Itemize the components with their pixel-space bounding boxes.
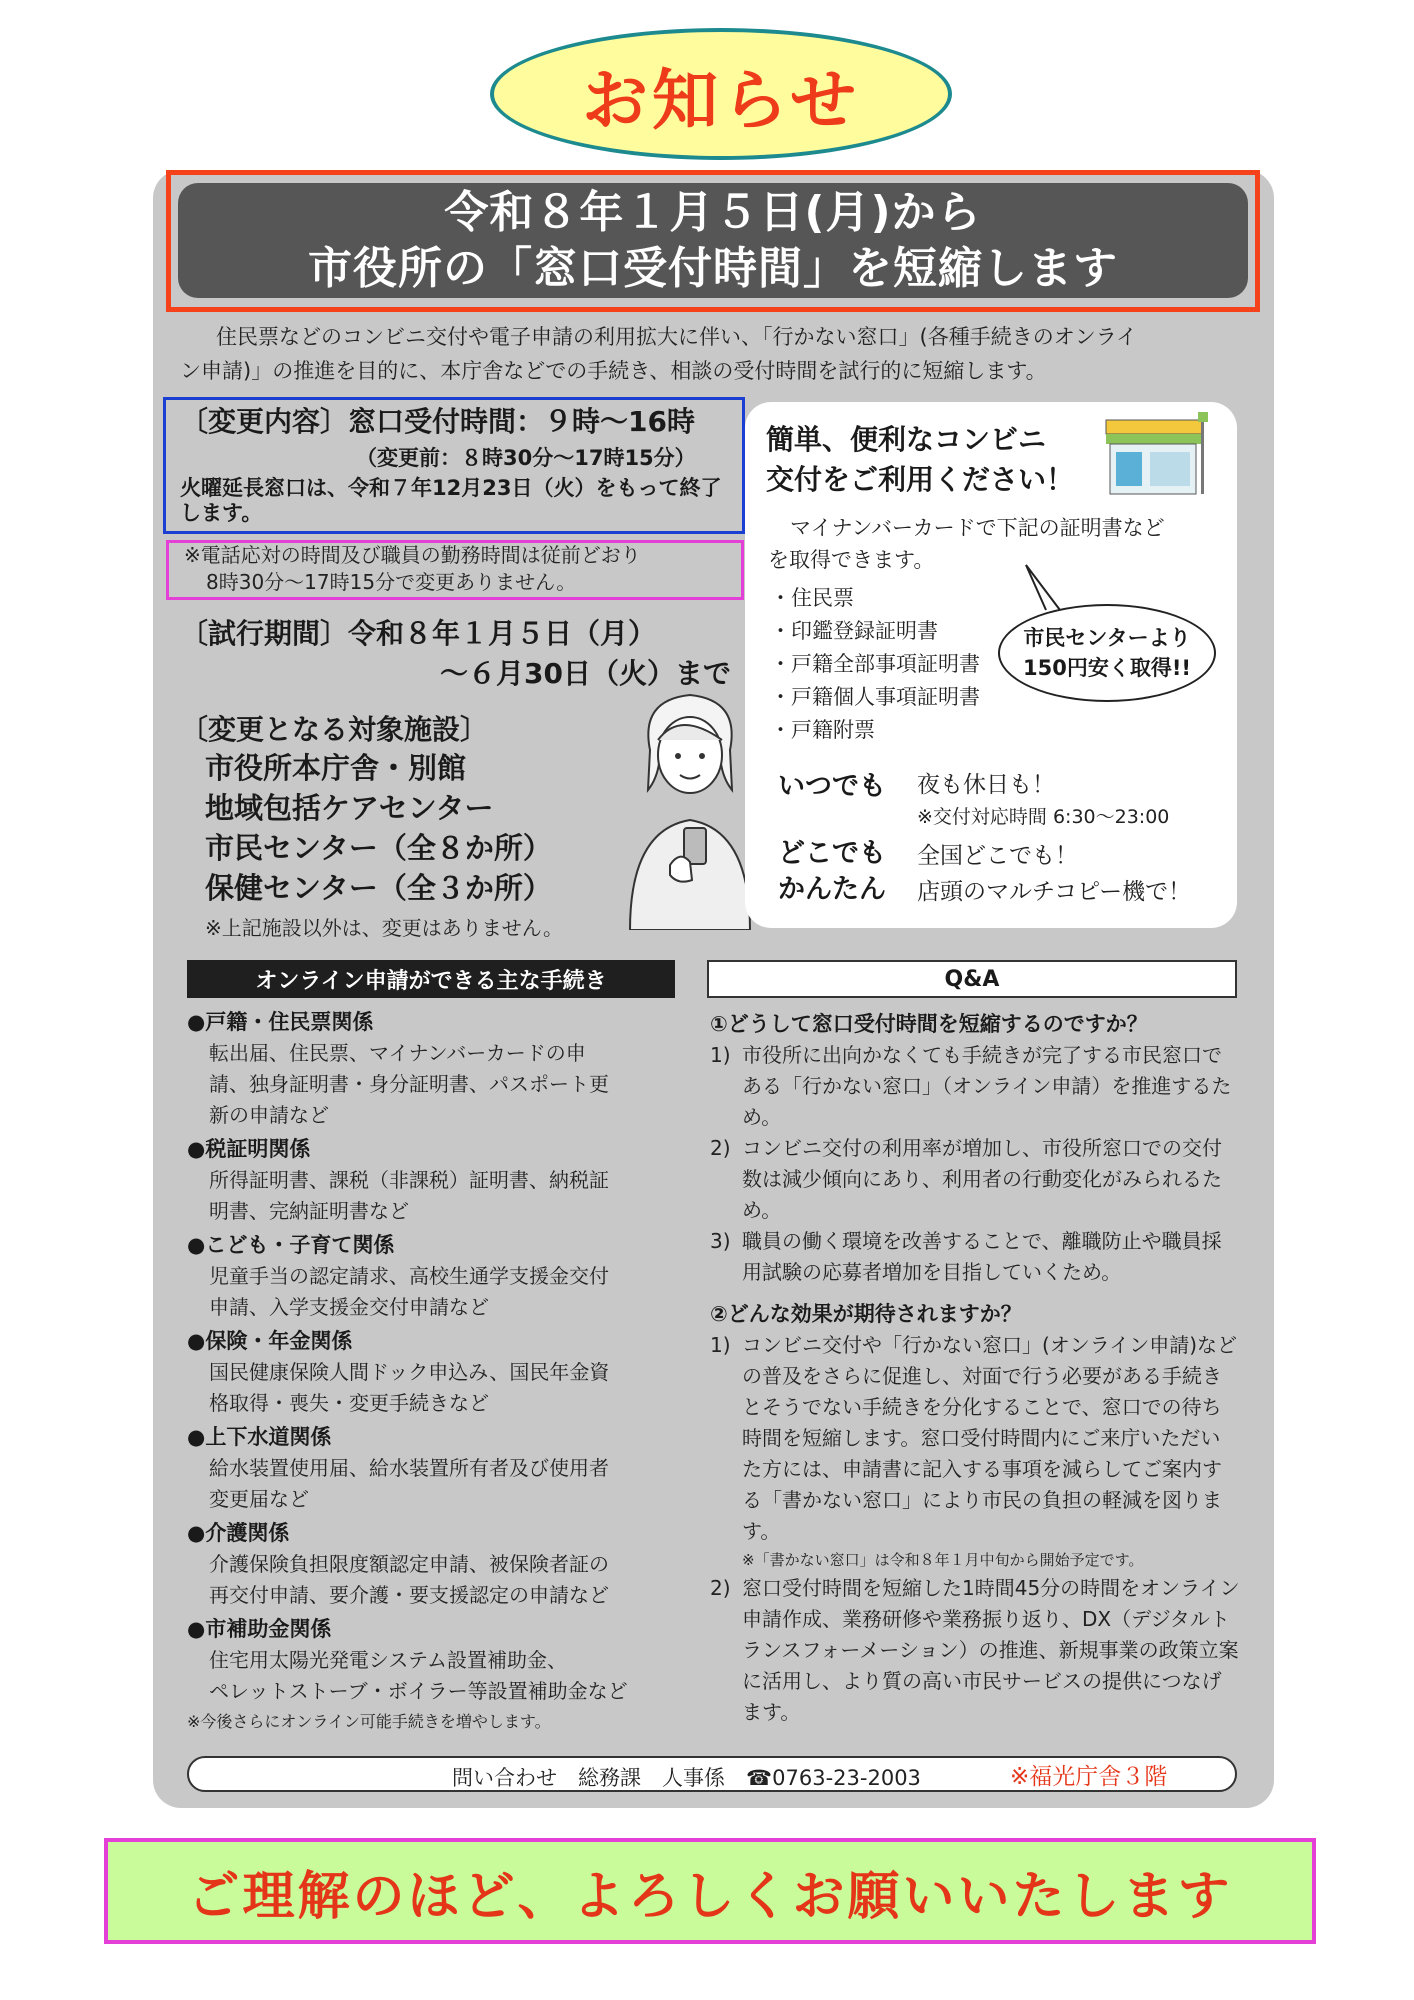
facilities-title: 〔変更となる対象施設〕 <box>180 713 489 746</box>
dokodemo-text-line1: 全国どこでも！ <box>917 843 1078 869</box>
discount-speech-bubble <box>998 604 1216 702</box>
convenience-title <box>766 420 1074 500</box>
online-category-title: ●こども・子育て関係 <box>187 1233 395 1257</box>
online-procedures-heading: オンライン申請ができる主な手続き <box>187 960 675 998</box>
document-item: ・戸籍個人事項証明書 <box>770 685 980 709</box>
title-line2: 市役所の「窓口受付時間」を短縮します <box>308 242 1118 294</box>
facility-item: 地域包括ケアセンター <box>205 791 494 825</box>
document-item: ・戸籍附票 <box>770 718 875 742</box>
itsudemo-label: いつでも <box>778 771 886 802</box>
convenience-title-line2: 交付をご利用ください！ <box>766 463 1075 496</box>
question-2: ②どんな効果が期待されますか？ <box>710 1302 1022 1326</box>
convenience-description <box>768 512 1228 576</box>
online-category-line: 介護保険負担限度額認定申請、被保険者証の <box>209 1552 609 1576</box>
change-title: 〔変更内容〕窓口受付時間：９時〜16時 <box>180 405 695 438</box>
person-with-phone-illustration <box>620 680 760 930</box>
online-category-line: 新の申請など <box>209 1103 329 1127</box>
kantan-text-line2: 店頭のマルチコピー機で！ <box>917 879 1192 905</box>
online-category <box>187 1133 687 1227</box>
facility-item: 保健センター（全３か所） <box>205 871 552 905</box>
online-note: ※今後さらにオンライン可能手続きを増やします。 <box>187 1712 551 1731</box>
phone-note-line2: 8時30分〜17時15分で変更ありません。 <box>206 570 577 594</box>
phone-note-line1: ※電話応対の時間及び職員の勤務時間は従前どおり <box>184 543 641 567</box>
qa-heading: Q&A <box>707 960 1237 998</box>
notice-oval <box>490 28 952 160</box>
online-category <box>187 1229 687 1323</box>
online-category-line: 申請、入学支援金交付申請など <box>209 1295 489 1319</box>
document-item: ・戸籍全部事項証明書 <box>770 652 980 676</box>
convenience-desc-line1: マイナンバーカードで下記の証明書など <box>790 516 1165 540</box>
online-category-line: 明書、完納証明書など <box>209 1199 409 1223</box>
facilities-list <box>205 748 552 908</box>
online-category-title: ●市補助金関係 <box>187 1617 332 1641</box>
online-procedures-list <box>187 1006 687 1732</box>
online-category-line: 国民健康保険人間ドック申込み、国民年金資 <box>209 1360 610 1384</box>
question-1: ①どうして窓口受付時間を短縮するのですか？ <box>710 1012 1148 1036</box>
itsudemo-text: 夜も休日も！ <box>917 772 1055 798</box>
document-item: ・印鑑登録証明書 <box>770 619 938 643</box>
online-category <box>187 1613 687 1707</box>
online-category-title: ●上下水道関係 <box>187 1425 332 1449</box>
answer-number: 1) <box>710 1333 731 1357</box>
change-before: （変更前：８時30分〜17時15分） <box>356 446 696 470</box>
document-item: ・住民票 <box>770 586 854 610</box>
answer-text: 市役所に出向かなくても手続きが完了する市民窓口である「行かない窓口」（オンライン申請）を推進するため。 <box>742 1043 1232 1129</box>
bubble-line2: 150円安く取得!! <box>1023 656 1191 680</box>
online-category-line: 再交付申請、要介護・要支援認定の申請など <box>209 1583 609 1607</box>
closing-message: ご理解のほど、よろしくお願いいたします <box>187 1866 1233 1927</box>
online-category-line: ペレットストーブ・ボイラー等設置補助金など <box>209 1679 628 1703</box>
answer-text: コンビニ交付の利用率が増加し、市役所窓口での交付数は減少傾向にあり、利用者の行動変化がみられるため。 <box>742 1136 1222 1222</box>
convenience-title-line1: 簡単、便利なコンビニ <box>766 423 1047 456</box>
dokodemo-label <box>778 836 886 908</box>
online-category-title: ●戸籍・住民票関係 <box>187 1010 374 1034</box>
online-category-line: 変更届など <box>209 1487 309 1511</box>
trial-period-line1: 〔試行期間〕令和８年１月５日（月） <box>180 617 657 650</box>
trial-period-line2: 〜６月30日（火）まで <box>440 657 731 690</box>
online-category-title: ●保険・年金関係 <box>187 1329 353 1353</box>
online-category-line: 転出届、住民票、マイナンバーカードの申 <box>209 1041 586 1065</box>
answer-number: 1) <box>710 1043 731 1067</box>
online-category-line: 住宅用太陽光発電システム設置補助金、 <box>209 1648 567 1672</box>
answer-text: コンビニ交付や「行かない窓口」(オンライン申請)などの普及をさらに促進し、対面で行う必要がある手続きとそうでない手続きを分化することで、窓口での待ち時間を短縮します。窓口受付時間内にご来庁いただいた方には、申請書に記入する事項を減らしてご案内する「書かない窓口」により市民の負担の軽減を図ります。 <box>742 1333 1238 1543</box>
online-category <box>187 1006 687 1131</box>
convenience-store-icon <box>1100 412 1212 500</box>
online-category-line: 所得証明書、課税（非課税）証明書、納税証 <box>209 1168 609 1192</box>
answer-text: 窓口受付時間を短縮した1時間45分の時間をオンライン申請作成、業務研修や業務振り返り、DX（デジタルトランスフォーメーション）の推進、新規事業の政策立案に活用し、より質の高い市民サービスの提供につなげます。 <box>742 1576 1240 1724</box>
facility-item: 市民センター（全８か所） <box>205 831 552 865</box>
kantan-word: かんたん <box>778 874 886 905</box>
online-category-line: 児童手当の認定請求、高校生通学支援金交付 <box>209 1264 609 1288</box>
dokodemo-word: どこでも <box>778 838 886 869</box>
facility-item: 市役所本庁舎・別館 <box>205 751 467 785</box>
contact-floor: ※福光庁舎３階 <box>1010 1764 1168 1790</box>
tuesday-note: 火曜延長窓口は、令和７年12月23日（火）をもって終了します。 <box>180 476 722 525</box>
online-category-title: ●税証明関係 <box>187 1137 311 1161</box>
answer-text: 職員の働く環境を改善することで、離職防止や職員採用試験の応募者増加を目指していくため。 <box>742 1229 1222 1284</box>
dokodemo-text <box>917 838 1191 910</box>
qa-section <box>710 1008 1240 1728</box>
title-line1: 令和８年１月５日(月)から <box>444 186 982 238</box>
answer-number: 2) <box>710 1136 731 1160</box>
answer-number: 2) <box>710 1576 731 1600</box>
online-category-line: 給水装置使用届、給水装置所有者及び使用者 <box>209 1456 609 1480</box>
intro-text <box>180 320 1250 388</box>
intro-line2: ン申請)」の推進を目的に、本庁舎などでの手続き、相談の受付時間を試行的に短縮します。 <box>180 359 1047 383</box>
intro-line1: 住民票などのコンビニ交付や電子申請の利用拡大に伴い、「行かない窓口」(各種手続きのオンライ <box>216 325 1138 349</box>
bubble-line1: 市民センターより <box>1023 626 1191 650</box>
online-category-line: 請、独身証明書・身分証明書、パスポート更 <box>209 1072 609 1096</box>
notice-label: お知らせ <box>581 61 861 139</box>
title-highlight-frame <box>166 170 1260 312</box>
document-list <box>770 582 980 747</box>
contact-text: 問い合わせ 総務課 人事係 ☎0763-23-2003 <box>452 1766 921 1790</box>
answer-number: 3) <box>710 1229 731 1253</box>
facilities-note: ※上記施設以外は、変更はありません。 <box>205 916 563 940</box>
answer-item <box>710 1330 1240 1547</box>
answer-item <box>710 1573 1240 1728</box>
answer-item <box>710 1226 1240 1288</box>
answer-note: ※「書かない窓口」は令和８年１月中旬から開始予定です。 <box>742 1551 1144 1569</box>
online-category <box>187 1517 687 1611</box>
itsudemo-hours-note: ※交付対応時間 6:30〜23:00 <box>917 806 1170 828</box>
online-category <box>187 1421 687 1515</box>
answer-item <box>710 1133 1240 1226</box>
answer-item <box>710 1040 1240 1133</box>
online-category <box>187 1325 687 1419</box>
phone-note <box>184 542 744 596</box>
online-category-line: 格取得・喪失・変更手続きなど <box>209 1391 489 1415</box>
closing-banner <box>104 1838 1316 1944</box>
online-category-title: ●介護関係 <box>187 1521 290 1545</box>
convenience-desc-line2: を取得できます。 <box>768 548 935 572</box>
